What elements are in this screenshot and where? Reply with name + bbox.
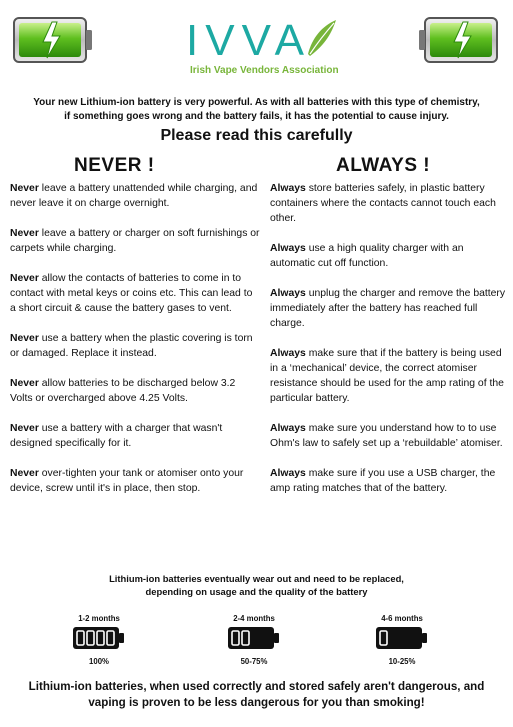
always-list	[270, 181, 510, 511]
stage-health: 100%	[89, 657, 109, 666]
always-item-text: store batteries safely, in plastic battery containers where the contacts cannot touch each other.	[270, 183, 496, 224]
logo-subtitle: Irish Vape Vendors Association	[190, 65, 339, 76]
never-item-text: leave a battery unattended while charging, and never leave it on charge overnight.	[10, 183, 258, 209]
always-item-text: use a high quality charger with an automatic cut off function.	[270, 243, 464, 269]
never-item-text: over-tighten your tank or atomiser onto your device, screw until it's in place, then stop.	[10, 468, 244, 494]
never-keyword: Never	[10, 378, 39, 389]
charging-battery-icon	[417, 10, 499, 70]
stage-health: 50-75%	[240, 657, 268, 666]
never-list	[10, 181, 260, 511]
stage-period: 1-2 months	[78, 614, 120, 623]
always-keyword: Always	[270, 468, 306, 479]
logo-wordmark: IVVA	[186, 16, 312, 65]
always-item	[270, 466, 510, 496]
never-item	[10, 466, 260, 496]
battery-level-icon	[72, 626, 126, 650]
never-keyword: Never	[10, 333, 39, 344]
always-item-text: unplug the charger and remove the battery immediately after the battery has reached full charge.	[270, 288, 506, 329]
always-item	[270, 421, 510, 451]
always-item	[270, 181, 510, 226]
never-item	[10, 421, 260, 451]
always-item	[270, 286, 510, 331]
never-keyword: Never	[10, 423, 39, 434]
never-item-text: use a battery with a charger that wasn't designed specifically for it.	[10, 423, 223, 449]
charging-battery-icon	[12, 10, 94, 70]
battery-tip	[119, 633, 124, 643]
never-item-text: use a battery when the plastic covering is torn or damaged. Replace it instead.	[10, 333, 253, 359]
page-title: Please read this carefully	[160, 127, 353, 144]
always-item	[270, 346, 510, 406]
never-item	[10, 331, 260, 361]
never-keyword: Never	[10, 228, 39, 239]
battery-tip	[422, 633, 427, 643]
always-item-text: make sure you understand how to to use Ohm's law to safely set up a ‘rebuildable’ atomiser.	[270, 423, 503, 449]
battery-stage	[64, 614, 134, 666]
always-heading: ALWAYS !	[336, 155, 431, 176]
always-item-text: make sure if you use a USB charger, the amp rating matches that of the battery.	[270, 468, 496, 494]
always-item	[270, 241, 510, 271]
lifespan-text: Lithium-ion batteries eventually wear out and need to be replaced, depending on usage and the quality of the battery	[109, 573, 404, 597]
always-keyword: Always	[270, 288, 306, 299]
stage-period: 2-4 months	[233, 614, 275, 623]
never-keyword: Never	[10, 468, 39, 479]
always-keyword: Always	[270, 243, 306, 254]
never-item	[10, 226, 260, 256]
leaf-icon	[304, 18, 338, 58]
header	[0, 0, 513, 90]
battery-stage	[219, 614, 289, 666]
stage-period: 4-6 months	[381, 614, 423, 623]
battery-level-icon	[375, 626, 429, 650]
never-item	[10, 376, 260, 406]
never-item-text: allow batteries to be discharged below 3.2 Volts or overcharged above 4.25 Volts.	[10, 378, 236, 404]
never-item-text: allow the contacts of batteries to come in to contact with metal keys or coins etc. This can lead to a short circuit & cause the battery gases to vent.	[10, 273, 253, 314]
never-item	[10, 181, 260, 211]
never-keyword: Never	[10, 273, 39, 284]
battery-stage	[367, 614, 437, 666]
always-keyword: Always	[270, 423, 306, 434]
always-item-text: make sure that if the battery is being used in a ‘mechanical’ device, the correct atomiser resistance should be used for the amp rating of the particular battery.	[270, 348, 504, 404]
never-heading: NEVER !	[74, 155, 155, 176]
intro-text: Your new Lithium-ion battery is very powerful. As with all batteries with this type of chemistry, if something goes wrong and the battery fails, it has the potential to cause injury.	[33, 97, 480, 122]
battery-level-icon	[227, 626, 281, 650]
battery-tip	[274, 633, 279, 643]
stage-health: 10-25%	[388, 657, 416, 666]
always-keyword: Always	[270, 348, 306, 359]
ivva-logo	[178, 18, 353, 82]
never-keyword: Never	[10, 183, 39, 194]
closing-statement: Lithium-ion batteries, when used correctly and stored safely aren't dangerous, and vaping is proven to be less dangerous for you than smoking!	[28, 680, 485, 709]
never-item	[10, 271, 260, 316]
never-item-text: leave a battery or charger on soft furnishings or carpets while charging.	[10, 228, 260, 254]
always-keyword: Always	[270, 183, 306, 194]
